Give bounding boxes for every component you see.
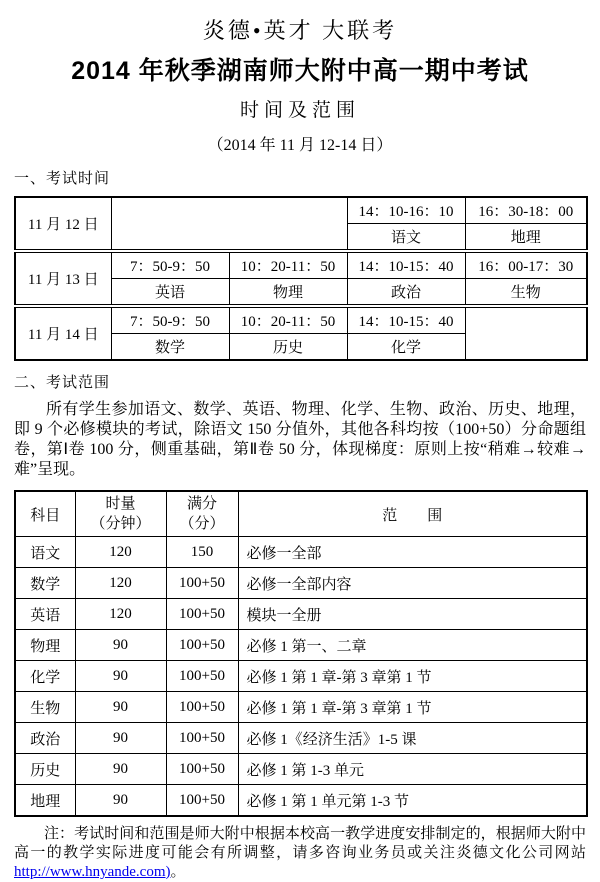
schedule-row-time-g3 [15,306,587,334]
scope-table-row [15,537,587,568]
schedule-time-cell: 14：10-15：40 [347,306,465,334]
doc-main-title: 2014 年秋季湖南师大附中高一期中考试 [71,57,529,85]
scope-table-row [15,723,587,754]
schedule-subject-cell: 化学 [347,334,465,361]
scope-duration-cell: 120 [75,537,166,568]
scope-table-row [15,661,587,692]
schedule-time-cell: 14：10-16：10 [347,197,465,224]
schedule-row-time-g2 [15,251,587,279]
scope-range-cell: 必修 1 第 1 章-第 3 章第 1 节 [238,692,587,723]
schedule-subject-cell: 物理 [229,279,347,307]
doc-date-range: （2014 年 11 月 12-14 日） [207,137,393,154]
footer-note-suffix: 。 [170,864,186,880]
scope-score-cell: 100+50 [166,754,238,785]
schedule-date-cell: 11 月 13 日 [15,251,111,306]
schedule-time-cell: 16：00-17：30 [465,251,587,279]
scope-score-cell: 150 [166,537,238,568]
schedule-subject-cell: 语文 [347,224,465,252]
scope-duration-cell: 120 [75,568,166,599]
doc-subtitle: 时间及范围 [239,100,360,121]
schedule-subject-cell: 数学 [111,334,229,361]
scope-subject-cell: 物理 [15,630,75,661]
scope-score-cell: 100+50 [166,692,238,723]
scope-header-subject: 科目 [15,491,75,537]
scope-range-cell: 模块一全册 [238,599,587,630]
scope-header-duration [75,491,166,537]
schedule-time-cell: 7：50-9：50 [111,306,229,334]
scope-table-row [15,785,587,817]
scope-range-cell: 必修 1 第一、二章 [238,630,587,661]
scope-range-cell: 必修 1 第 1 单元第 1-3 节 [238,785,587,817]
scope-header-range: 范 围 [238,491,587,537]
schedule-empty-cell [465,306,587,360]
website-link[interactable]: http://www.hnyande.com) [14,864,171,880]
scope-subject-cell: 化学 [15,661,75,692]
scope-range-cell: 必修一全部内容 [238,568,587,599]
scope-score-cell: 100+50 [166,568,238,599]
schedule-subject-cell: 地理 [465,224,587,252]
scope-duration-cell: 90 [75,785,166,817]
scope-header-duration-line2: （分钟） [90,516,151,532]
schedule-row-time-g1 [15,197,587,224]
scope-table-row [15,599,587,630]
scope-table-row [15,568,587,599]
scope-subject-cell: 历史 [15,754,75,785]
scope-duration-cell: 90 [75,754,166,785]
scope-subject-cell: 政治 [15,723,75,754]
schedule-time-cell: 7：50-9：50 [111,251,229,279]
footer-note [14,825,586,882]
schedule-date-cell: 11 月 12 日 [15,197,111,251]
scope-subject-cell: 生物 [15,692,75,723]
scope-header-duration-line1: 时量 [105,496,136,512]
exam-scope-table [14,490,588,817]
scope-subject-cell: 地理 [15,785,75,817]
schedule-subject-cell: 历史 [229,334,347,361]
schedule-time-cell: 10：20-11：50 [229,251,347,279]
schedule-time-cell: 14：10-15：40 [347,251,465,279]
scope-score-cell: 100+50 [166,630,238,661]
scope-duration-cell: 90 [75,692,166,723]
exam-schedule-table [14,196,588,361]
scope-duration-cell: 120 [75,599,166,630]
schedule-subject-cell: 生物 [465,279,587,307]
doc-brand-title: 炎德•英才 大联考 [202,18,398,43]
footer-note-text: 注：考试时间和范围是师大附中根据本校高一教学进度安排制定的，根据师大附中高一的教学实际进度可能会有所调整，请多咨询业务员或关注炎德文化公司网站 [14,826,586,861]
scope-range-cell: 必修 1 第 1 章-第 3 章第 1 节 [238,661,587,692]
schedule-empty-cell [111,197,347,251]
scope-header-score-line1: 满分 [186,496,217,512]
scope-range-cell: 必修一全部 [238,537,587,568]
scope-table-row [15,630,587,661]
scope-subject-cell: 语文 [15,537,75,568]
schedule-subject-cell: 政治 [347,279,465,307]
scope-intro-paragraph: 所有学生参加语文、数学、英语、物理、化学、生物、政治、历史、地理，即 9 个必修模块的考试，除语文 150 分值外，其他各科均按（100+50）分命题组卷，第Ⅰ卷 100 分，侧重基础，第Ⅱ卷 50 分，体现梯度：原则上按“稍难→较难→难”呈现。 [14,401,586,478]
scope-range-cell: 必修 1《经济生活》1-5 课 [238,723,587,754]
scope-subject-cell: 英语 [15,599,75,630]
schedule-date-cell: 11 月 14 日 [15,306,111,360]
section-1-heading: 一、考试时间 [14,170,111,187]
scope-subject-cell: 数学 [15,568,75,599]
scope-duration-cell: 90 [75,661,166,692]
scope-duration-cell: 90 [75,630,166,661]
scope-score-cell: 100+50 [166,723,238,754]
scope-table-row [15,692,587,723]
schedule-time-cell: 10：20-11：50 [229,306,347,334]
scope-header-row [15,491,587,537]
scope-table-row [15,754,587,785]
section-2-heading: 二、考试范围 [14,374,111,391]
schedule-time-cell: 16：30-18：00 [465,197,587,224]
scope-duration-cell: 90 [75,723,166,754]
scope-score-cell: 100+50 [166,661,238,692]
scope-header-score [166,491,238,537]
schedule-subject-cell: 英语 [111,279,229,307]
scope-score-cell: 100+50 [166,599,238,630]
scope-score-cell: 100+50 [166,785,238,817]
scope-header-score-line2: （分） [179,516,225,532]
scope-range-cell: 必修 1 第 1-3 单元 [238,754,587,785]
